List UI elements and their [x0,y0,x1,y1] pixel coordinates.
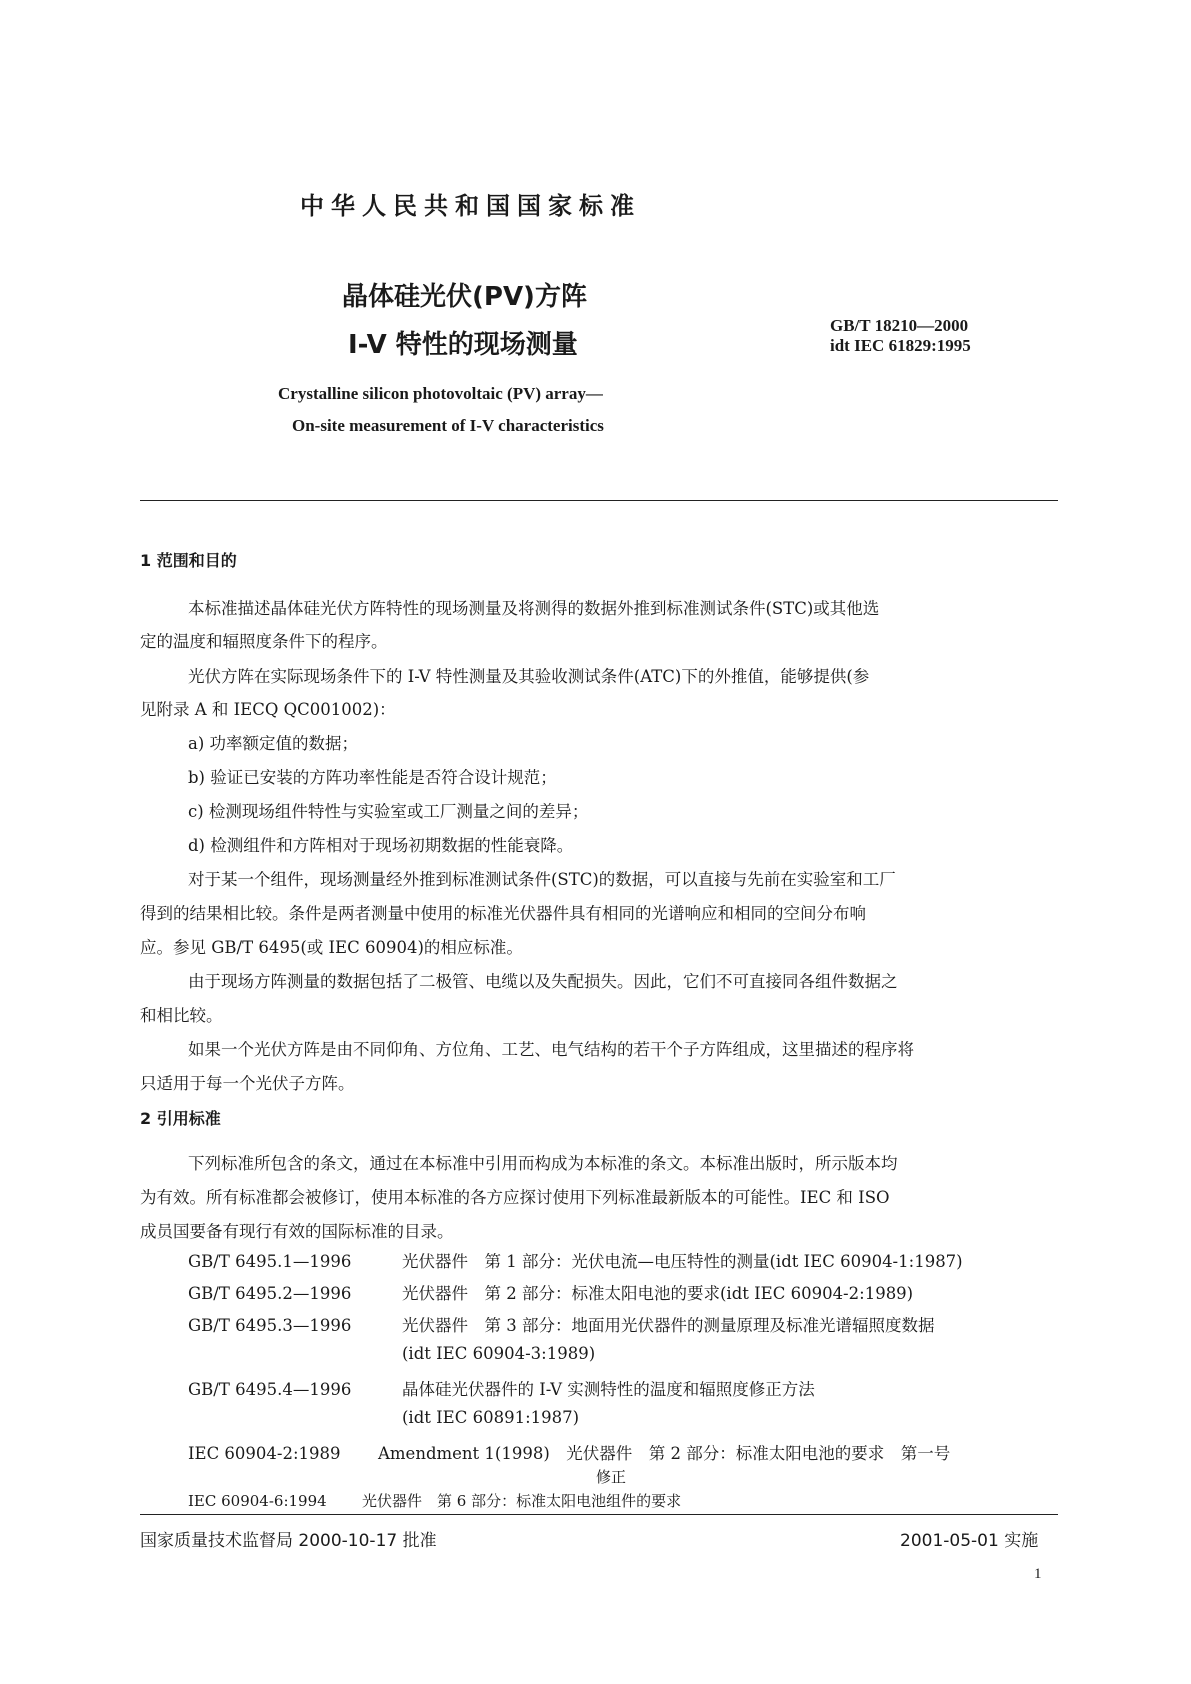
reference-text: 光伏器件 第 2 部分：标准太阳电池的要求(idt IEC 60904-2:1989) [402,1284,914,1303]
reference-text: 光伏器件 第 1 部分：光伏电流—电压特性的测量(idt IEC 60904-1:1987) [402,1252,963,1271]
national-standard-title: 中华人民共和国国家标准 [300,192,641,220]
standard-number: GB/T 18210—2000 [830,316,969,335]
reference-text: Amendment 1(1998) 光伏器件 第 2 部分：标准太阳电池的要求 第一号 [378,1444,951,1463]
header-divider [140,500,1058,501]
s1-p5-line2: 只适用于每一个光伏子方阵。 [140,1074,355,1093]
reference-code: GB/T 6495.4—1996 [188,1380,352,1399]
reference-continuation: (idt IEC 60891:1987) [402,1408,580,1427]
approval-line: 国家质量技术监督局 2000-10-17 批准 [140,1531,437,1551]
s1-p1-line1: 本标准描述晶体硅光伏方阵特性的现场测量及将测得的数据外推到标准测试条件(STC)或其他选 [188,599,880,618]
s1-p3-line2: 得到的结果相比较。条件是两者测量中使用的标准光伏器件具有相同的光谱响应和相同的空间分布响 [140,904,866,923]
reference-text: 光伏器件 第 3 部分：地面用光伏器件的测量原理及标准光谱辐照度数据 [402,1316,935,1335]
english-title-line-2: On-site measurement of I-V characteristics [292,416,604,435]
s1-p3-line1: 对于某一个组件，现场测量经外推到标准测试条件(STC)的数据，可以直接与先前在实验室和工厂 [188,870,896,889]
s1-list-item-c: c) 检测现场组件特性与实验室或工厂测量之间的差异； [188,802,589,821]
s1-p5-line1: 如果一个光伏方阵是由不同仰角、方位角、工艺、电气结构的若干个子方阵组成，这里描述的程序将 [188,1040,914,1059]
s1-p3-line3: 应。参见 GB/T 6495(或 IEC 60904)的相应标准。 [140,938,523,957]
reference-code: GB/T 6495.3—1996 [188,1316,352,1335]
s2-p1-line3: 成员国要备有现行有效的国际标准的目录。 [140,1222,454,1241]
english-title-line-1: Crystalline silicon photovoltaic (PV) array— [278,384,603,403]
chinese-title-line-1: 晶体硅光伏(PV)方阵 [342,282,587,312]
s1-p1-line2: 定的温度和辐照度条件下的程序。 [140,632,388,651]
reference-item [188,1440,950,1464]
footer-divider [140,1514,1058,1515]
section-1-heading: 1 范围和目的 [140,551,237,570]
s1-list-item-b: b) 验证已安装的方阵功率性能是否符合设计规范； [188,768,557,787]
s1-list-item-a: a) 功率额定值的数据； [188,734,359,753]
s2-p1-line2: 为有效。所有标准都会被修订，使用本标准的各方应探讨使用下列标准最新版本的可能性。IEC 和 ISO [140,1188,890,1207]
reference-text: 晶体硅光伏器件的 I-V 实测特性的温度和辐照度修正方法 [402,1380,815,1399]
reference-continuation: 修正 [596,1468,627,1486]
reference-code: IEC 60904-2:1989 [188,1444,341,1463]
page-number: 1 [1034,1566,1042,1582]
reference-code: IEC 60904-6:1994 [188,1492,327,1510]
s1-p2-line2: 见附录 A 和 IECQ QC001002)： [140,700,396,719]
reference-text: 光伏器件 第 6 部分：标准太阳电池组件的要求 [362,1492,682,1510]
s1-list-item-d: d) 检测组件和方阵相对于现场初期数据的性能衰降。 [188,836,574,855]
idt-number: idt IEC 61829:1995 [830,336,971,355]
s1-p4-line1: 由于现场方阵测量的数据包括了二极管、电缆以及失配损失。因此，它们不可直接同各组件数据之 [188,972,898,991]
s2-p1-line1: 下列标准所包含的条文，通过在本标准中引用而构成为本标准的条文。本标准出版时，所示版本均 [188,1154,898,1173]
reference-code: GB/T 6495.2—1996 [188,1284,352,1303]
s1-p2-line1: 光伏方阵在实际现场条件下的 I-V 特性测量及其验收测试条件(ATC)下的外推值，能够提供(参 [188,667,870,686]
implementation-date: 2001-05-01 实施 [900,1531,1039,1551]
reference-item [188,1248,963,1272]
s1-p4-line2: 和相比较。 [140,1006,223,1025]
reference-continuation: (idt IEC 60904-3:1989) [402,1344,596,1363]
reference-item [188,1312,935,1336]
reference-item [188,1376,815,1400]
chinese-title-line-2: I-V 特性的现场测量 [348,330,578,360]
section-2-heading: 2 引用标准 [140,1109,221,1128]
reference-item [188,1280,913,1304]
standard-number-block [830,316,971,356]
reference-item-6 [188,1490,681,1511]
reference-code: GB/T 6495.1—1996 [188,1252,352,1271]
